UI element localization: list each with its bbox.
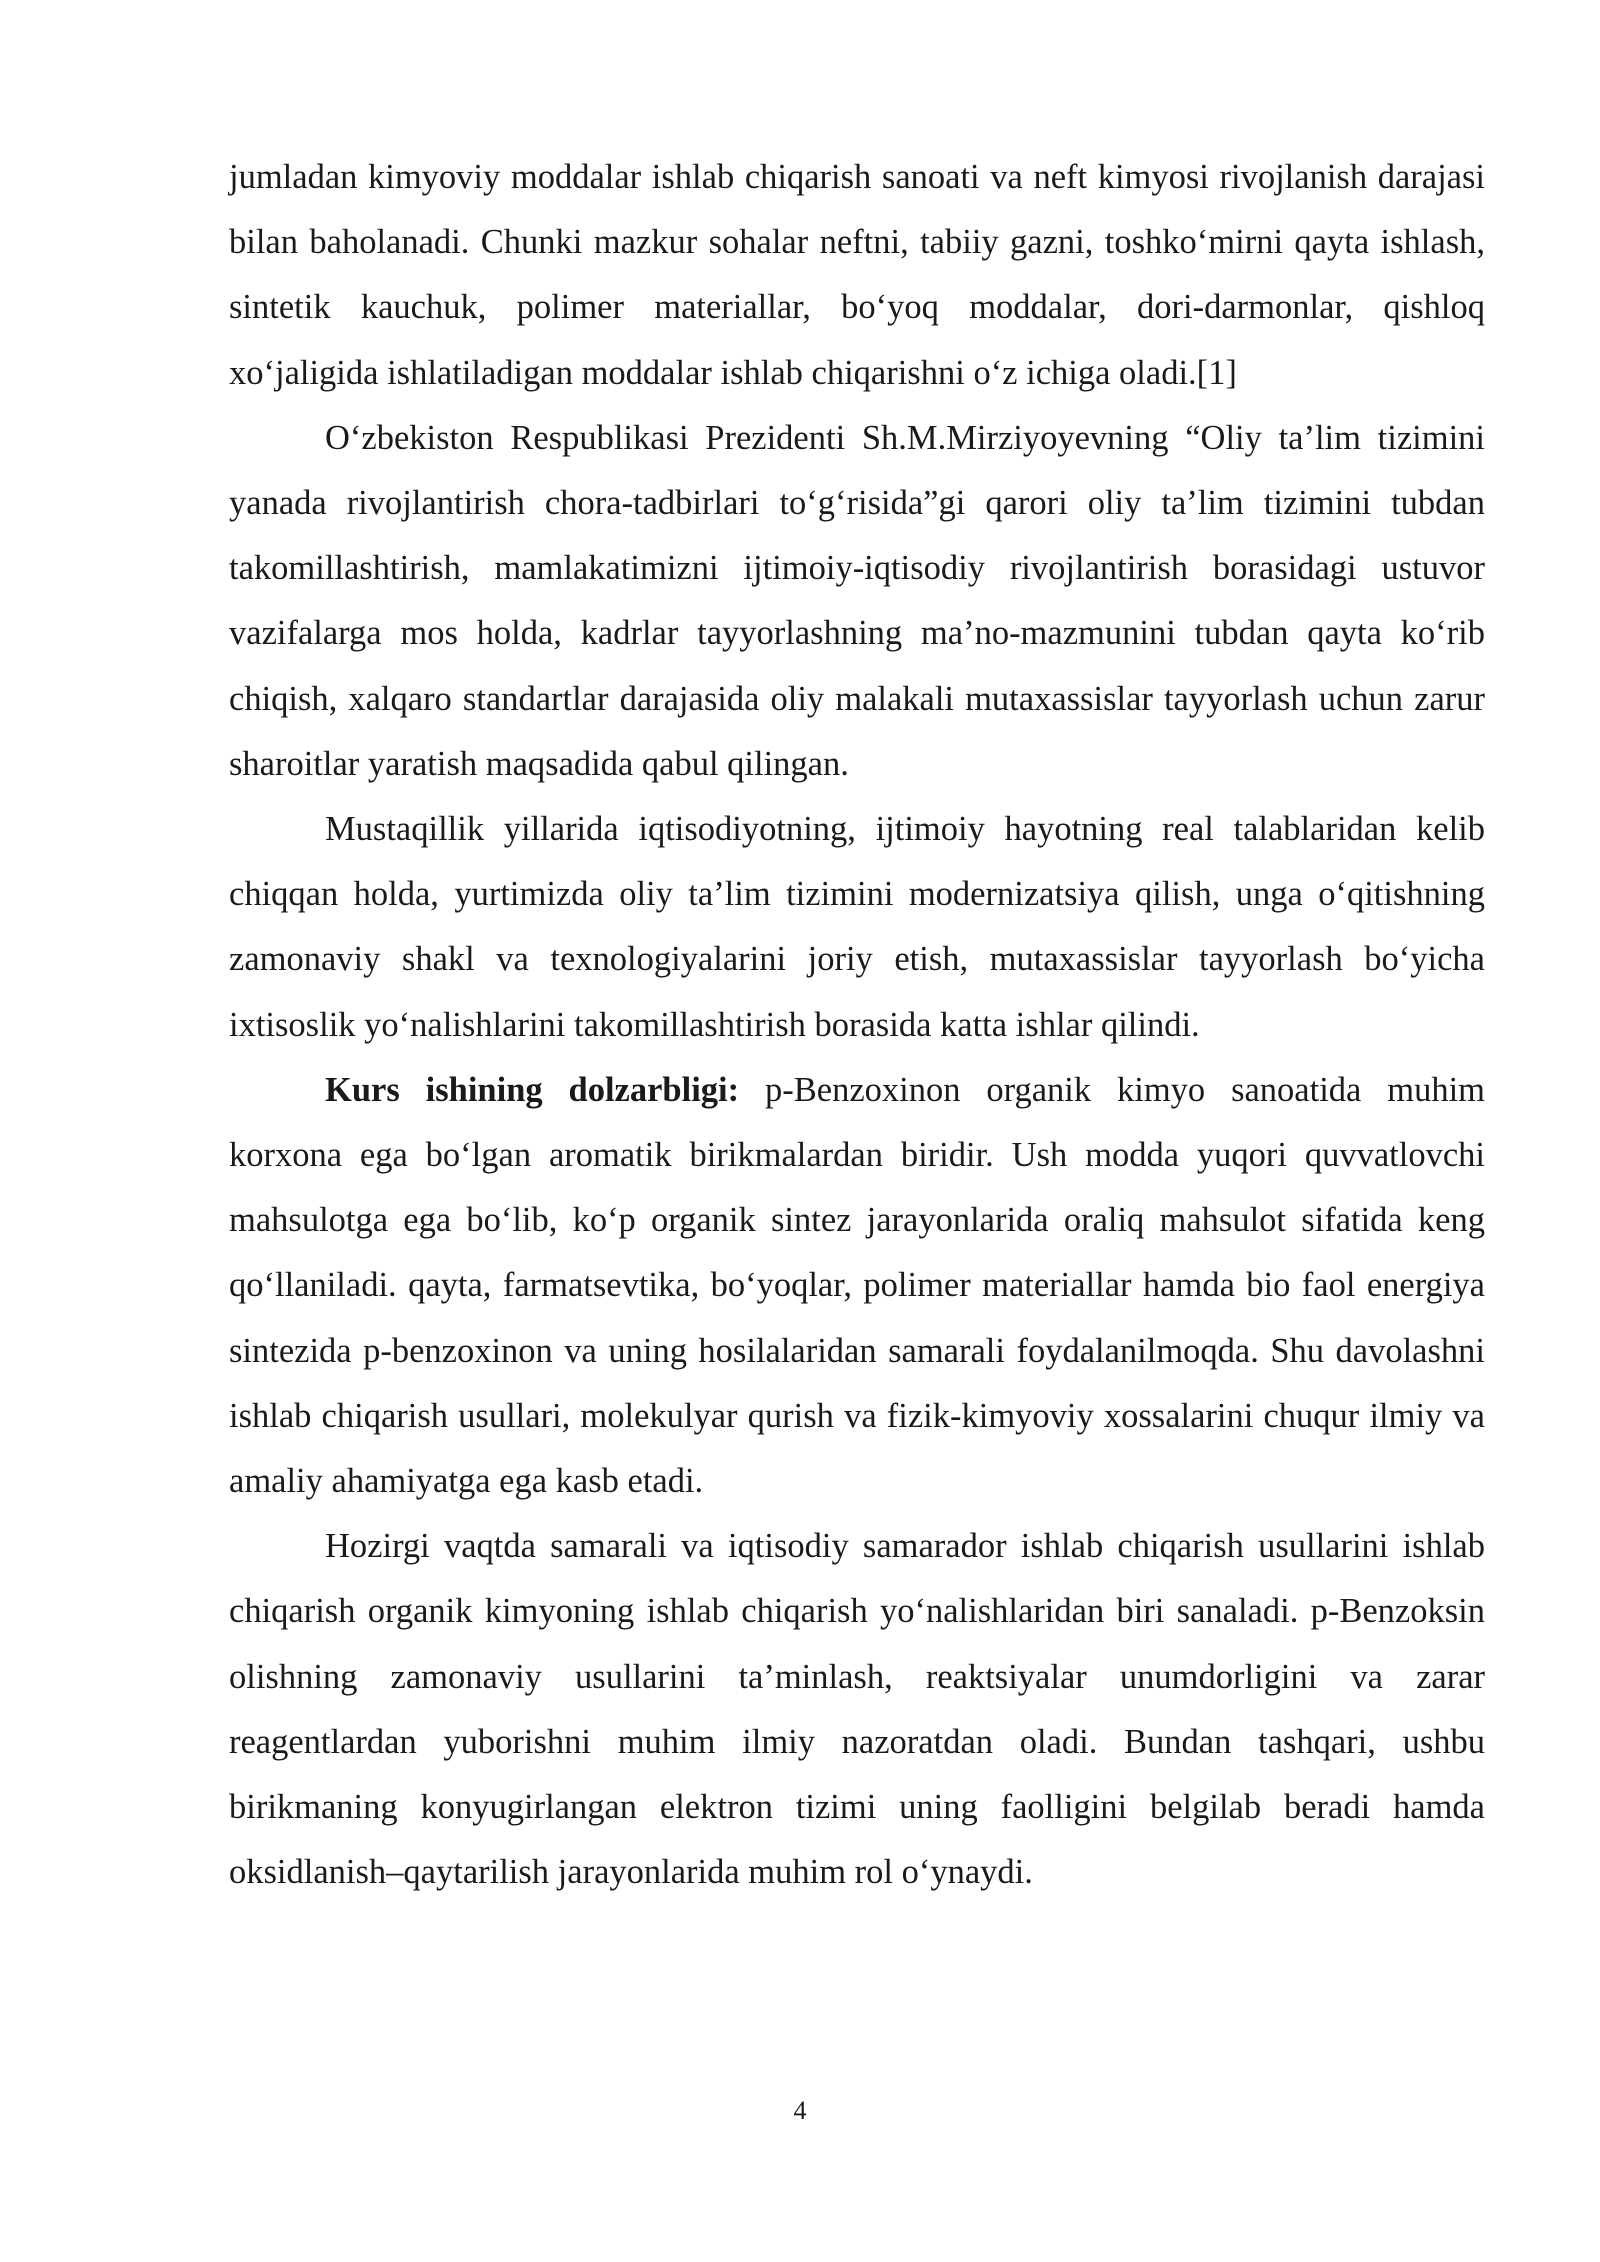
paragraph-2-text: Oʻzbekiston Respublikasi Prezidenti Sh.M.Mirziyoyevning “Oliy ta’lim tizimini yanada rivojlantirish chora-tadbirlari toʻgʻrisida”gi qarori oliy ta’lim tizimini tubdan takomillashtirish, mamlakatimizni ijtimoiy-iqtisodiy rivojlantirish borasidagi ustuvor vazifalarga mos holda, kadrlar tayyorlashning ma’no-mazmunini tubdan qayta koʻrib chiqish, xalqaro standartlar darajasida oliy malakali mutaxassislar tayyorlash uchun zarur sharoitlar yaratish maqsadida qabul qilingan. (229, 418, 1485, 783)
paragraph-2 (229, 406, 1485, 797)
page-number: 4 (793, 2096, 807, 2125)
paragraph-3-text: Mustaqillik yillarida iqtisodiyotning, ijtimoiy hayotning real talablaridan kelib chiqqan holda, yurtimizda oliy ta’lim tizimini modernizatsiya qilish, unga oʻqitishning zamonaviy shakl va texnologiyalarini joriy etish, mutaxassislar tayyorlash boʻyicha ixtisoslik yoʻnalishlarini takomillashtirish borasida katta ishlar qilindi. (229, 810, 1485, 1044)
paragraph-3 (229, 797, 1485, 1058)
paragraph-5 (229, 1514, 1485, 1905)
paragraph-4-lead: Kurs ishining dolzarbligi: (325, 1070, 740, 1109)
paragraph-4 (229, 1058, 1485, 1514)
paragraph-4-text: p-Benzoxinon organik kimyo sanoatida muhim korxona ega boʻlgan aromatik birikmalardan biridir. Ush modda yuqori quvvatlovchi mahsulotga ega boʻlib, koʻp organik sintez jarayonlarida oraliq mahsulot sifatida keng qoʻllaniladi. qayta, farmatsevtika, boʻyoqlar, polimer materiallar hamda bio faol energiya sintezida p-benzoxinon va uning hosilalaridan samarali foydalanilmoqda. Shu davolashni ishlab chiqarish usullari, molekulyar qurish va fizik-kimyoviy xossalarini chuqur ilmiy va amaliy ahamiyatga ega kasb etadi. (229, 1070, 1486, 1501)
paragraph-1-text: jumladan kimyoviy moddalar ishlab chiqarish sanoati va neft kimyosi rivojlanish darajasi bilan baholanadi. Chunki mazkur sohalar neftni, tabiiy gazni, toshkoʻmirni qayta ishlash, sintetik kauchuk, polimer materiallar, boʻyoq moddalar, dori-darmonlar, qishloq xoʻjaligida ishlatiladigan moddalar ishlab chiqarishni oʻz ichiga oladi.[1] (229, 158, 1485, 392)
body-text (229, 145, 1485, 1905)
paragraph-1 (229, 145, 1485, 406)
paragraph-5-text: Hozirgi vaqtda samarali va iqtisodiy samarador ishlab chiqarish usullarini ishlab chiqarish organik kimyoning ishlab chiqarish yoʻnalishlaridan biri sanaladi. p-Benzoksin olishning zamonaviy usullarini ta’minlash, reaktsiyalar unumdorligini va zarar reagentlardan yuborishni muhim ilmiy nazoratdan oladi. Bundan tashqari, ushbu birikmaning konyugirlangan elektron tizimi uning faolligini belgilab beradi hamda oksidlanish–qaytarilish jarayonlarida muhim rol oʻynaydi. (229, 1527, 1485, 1892)
